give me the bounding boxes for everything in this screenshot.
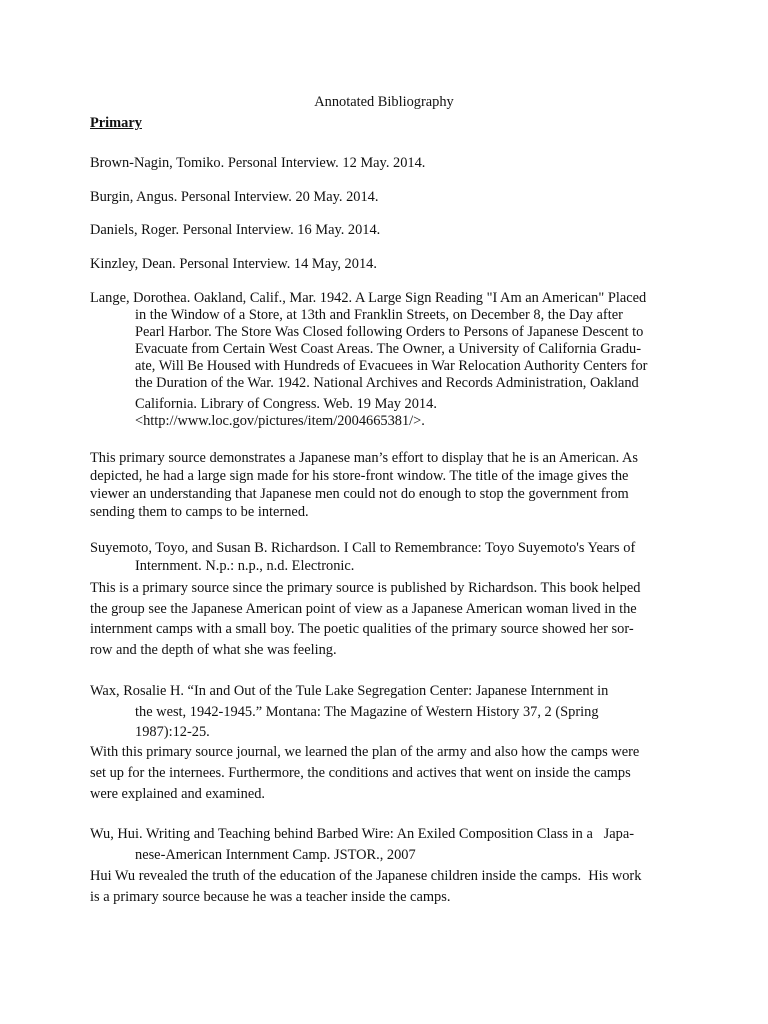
- citation-line: 1987):12-25.: [135, 724, 210, 740]
- citation-line: Wu, Hui. Writing and Teaching behind Barbed Wire: An Exiled Composition Class in a Japa-: [90, 826, 635, 842]
- citation-line: Wax, Rosalie H. “In and Out of the Tule Lake Segregation Center: Japanese Internment in: [90, 683, 609, 699]
- annotation-line: Hui Wu revealed the truth of the education of the Japanese children inside the camps. His work: [90, 868, 642, 884]
- citation-line: in the Window of a Store, at 13th and Franklin Streets, on December 8, the Day after: [135, 307, 623, 323]
- citation-line: nese-American Internment Camp. JSTOR., 2007: [135, 847, 416, 863]
- annotation-line: viewer an understanding that Japanese men could not do enough to stop the government from: [90, 486, 629, 502]
- citation-line: the west, 1942-1945.” Montana: The Magazine of Western History 37, 2 (Spring: [135, 704, 599, 720]
- citation-line: Kinzley, Dean. Personal Interview. 14 May, 2014.: [90, 256, 377, 272]
- citation-line: the Duration of the War. 1942. National Archives and Records Administration, Oakland: [135, 375, 639, 391]
- annotation-line: This primary source demonstrates a Japanese man’s effort to display that he is an American. As: [90, 450, 639, 466]
- annotation-line: row and the depth of what she was feeling.: [90, 642, 337, 658]
- section-heading: Primary: [90, 115, 142, 131]
- citation-line: California. Library of Congress. Web. 19 May 2014.: [135, 396, 437, 412]
- annotation-line: were explained and examined.: [90, 786, 266, 802]
- citation-line: Suyemoto, Toyo, and Susan B. Richardson. I Call to Remembrance: Toyo Suyemoto's Years of: [90, 540, 636, 556]
- citation-line: ate, Will Be Housed with Hundreds of Evacuees in War Relocation Authority Centers for: [135, 358, 648, 374]
- annotation-line: depicted, he had a large sign made for his store-front window. The title of the image gives the: [90, 468, 629, 484]
- annotation-line: With this primary source journal, we learned the plan of the army and also how the camps were: [90, 744, 640, 760]
- citation-line: Burgin, Angus. Personal Interview. 20 May. 2014.: [90, 189, 379, 205]
- annotation-line: sending them to camps to be interned.: [90, 504, 309, 520]
- annotation-line: the group see the Japanese American point of view as a Japanese American woman lived in the: [90, 601, 637, 617]
- annotation-line: This is a primary source since the primary source is published by Richardson. This book helped: [90, 580, 641, 596]
- citation-line: Evacuate from Certain West Coast Areas. The Owner, a University of California Gradu-: [135, 341, 642, 357]
- annotation-line: is a primary source because he was a teacher inside the camps.: [90, 889, 451, 905]
- citation-line: Internment. N.p.: n.p., n.d. Electronic.: [135, 558, 355, 574]
- citation-line: Daniels, Roger. Personal Interview. 16 May. 2014.: [90, 222, 381, 238]
- citation-line: Lange, Dorothea. Oakland, Calif., Mar. 1942. A Large Sign Reading "I Am an American" Placed: [90, 290, 647, 306]
- citation-line: Pearl Harbor. The Store Was Closed following Orders to Persons of Japanese Descent to: [135, 324, 644, 340]
- citation-url: <http://www.loc.gov/pictures/item/2004665381/>.: [135, 413, 425, 429]
- citation-line: Brown-Nagin, Tomiko. Personal Interview. 12 May. 2014.: [90, 155, 426, 171]
- annotation-line: set up for the internees. Furthermore, the conditions and actives that went on inside the camps: [90, 765, 631, 781]
- document-title: Annotated Bibliography: [314, 94, 454, 110]
- annotation-line: internment camps with a small boy. The poetic qualities of the primary source showed her sor-: [90, 621, 634, 637]
